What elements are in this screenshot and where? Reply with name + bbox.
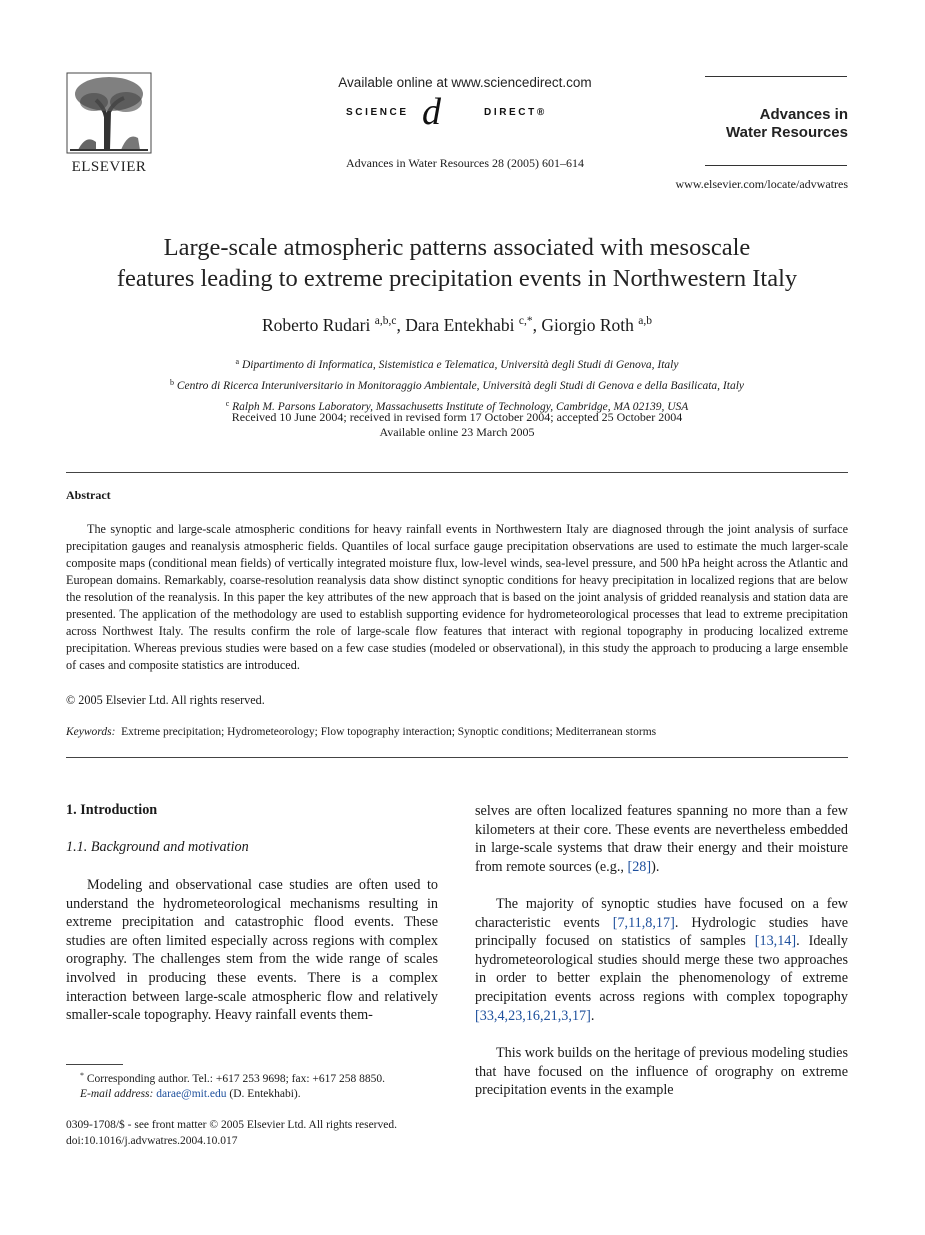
sciencedirect-logo	[346, 91, 586, 133]
available-date: Available online 23 March 2005	[379, 425, 535, 439]
abstract-text: The synoptic and large-scale atmospheric conditions for heavy rainfall events in Northwestern Italy are diagnosed through the joint analysis of surface precipitation gauges and reanalysis atmospheric fields. Quantiles of local surface gauge precipitation observations are used to estimate the much larger-scale composite maps (conditional mean fields) of vertically integrated moisture flux, low-level winds, sea-level pressure, and 500 hPa height across the Atlantic and European domains. Remarkably, coarse-resolution reanalysis data show distinct synoptic conditions for heavy precipitation in localized regions that are below the resolution of the reanalysis. In this paper the key attributes of the new approach that is based on the joint analysis of gridded reanalysis and station data are presented. The application of the methodology are used to establish supporting evidence for hydrometeorological processes that lead to extreme precipitation across Northwest Italy. The results confirm the role of large-scale flow features that interact with regional topography in producing localized extreme precipitation. Whereas previous studies were based on a few case studies (modeled or observational), in this study the approach to producing a large ensemble of cases and composite statistics are introduced.	[66, 522, 848, 672]
citation-link[interactable]: [33,4,23,16,21,3,17]	[475, 1007, 591, 1024]
sciencedirect-at-icon: d	[422, 91, 441, 133]
journal-box-rule-top	[705, 76, 847, 77]
author-name: Dara Entekhabi	[405, 315, 515, 335]
affiliation	[66, 374, 848, 395]
subsection-heading: 1.1. Background and motivation	[66, 839, 249, 855]
keywords-label: Keywords:	[66, 726, 116, 738]
paragraph-text: selves are often localized features spanning no more than a few kilometers at their core. These events are nevertheless embedded in large-scale systems that draw their energy and their moisture from remote sources (e.g.,	[475, 803, 848, 875]
journal-box-rule-bottom	[705, 165, 847, 166]
sciencedirect-logo-left: SCIENCE	[346, 107, 409, 118]
journal-name	[690, 106, 848, 142]
elsevier-wordmark: ELSEVIER	[71, 159, 147, 175]
author-separator: ,	[396, 315, 406, 335]
paragraph-text: . Hydrologic studies have principally focused on statistics of samples	[475, 914, 849, 950]
email-link[interactable]: darae@mit.edu	[156, 1088, 227, 1100]
author-affil-marker: a,b,c	[374, 315, 397, 327]
author-affil-marker: a,b	[638, 315, 653, 327]
affiliation-marker: c	[225, 399, 230, 408]
footnote-line-1	[66, 1068, 446, 1087]
abstract-heading: Abstract	[66, 488, 111, 502]
body-paragraph-left: Modeling and observational case studies are often used to understand the hydrometeorological mechanisms resulting in extreme precipitation and catastrophic flood events. These studies are often limited especially across regions with complex orography. The challenges stem from the wide range of scales involved in producing these events. There is a complex interaction between large-scale atmospheric flow and relatively smaller-scale topography. Heavy rainfall events them-	[66, 877, 438, 1024]
author-separator: ,	[532, 315, 542, 335]
journal-name-line1: Advances in	[759, 106, 848, 123]
paragraph-text: The majority of synoptic studies have focused on a few characteristic events	[475, 896, 848, 931]
author-affil-marker: c,*	[518, 315, 533, 327]
issn-line: 0309-1708/$ - see front matter © 2005 Elsevier Ltd. All rights reserved.	[66, 1119, 397, 1131]
author-name: Giorgio Roth	[541, 315, 634, 335]
elsevier-tree-icon	[66, 72, 152, 154]
body-paragraph-right-3: This work builds on the heritage of previous modeling studies that have focused on the influence of orography on extreme precipitation events in the example	[475, 1045, 848, 1099]
footnote-line-2	[66, 1087, 446, 1102]
title-line-2: features leading to extreme precipitation events in Northwestern Italy	[116, 265, 798, 292]
footnote-text: Corresponding author. Tel.: +617 253 9698; fax: +617 258 8850.	[86, 1073, 386, 1085]
author-list	[66, 315, 848, 336]
affiliations	[66, 353, 848, 416]
email-label: E-mail address:	[80, 1088, 154, 1100]
sciencedirect-logo-right: DIRECT®	[484, 107, 547, 118]
article-title	[66, 232, 848, 294]
affiliation-marker: b	[169, 378, 174, 387]
section-heading: 1. Introduction	[66, 802, 158, 818]
elsevier-logo	[66, 72, 152, 175]
paragraph-text: .	[590, 1007, 595, 1024]
affiliation-marker: a	[235, 357, 240, 366]
footnote-text: (D. Entekhabi).	[226, 1088, 301, 1100]
available-online-text: Available online at www.sciencedirect.com	[338, 75, 592, 90]
journal-name-line2: Water Resources	[726, 124, 848, 141]
received-dates: Received 10 June 2004; received in revised form 17 October 2004; accepted 25 October 2004	[231, 410, 683, 424]
affiliation-text: Centro di Ricerca Interuniversitario in Monitoraggio Ambientale, Università degli Studi di Genova e della Basilicata, Italy	[176, 380, 744, 392]
footnote-marker: *	[80, 1071, 84, 1080]
affiliation-text: Ralph M. Parsons Laboratory, Massachusetts Institute of Technology, Cambridge, MA 02139, USA	[232, 401, 689, 413]
article-dates	[66, 410, 848, 440]
citation-link[interactable]: [7,11,8,17]	[612, 914, 675, 931]
keywords	[66, 726, 656, 738]
body-paragraph-right-1	[475, 802, 848, 876]
citation-link[interactable]: [13,14]	[754, 933, 797, 950]
divider-bottom	[66, 757, 848, 758]
affiliation-text: Dipartimento di Informatica, Sistemistica e Telematica, Università degli Studi di Genova, Italy	[241, 359, 679, 371]
citation-link[interactable]: [28]	[627, 858, 652, 875]
footnote-rule	[66, 1064, 123, 1065]
title-line-1: Large-scale atmospheric patterns associated with mesoscale	[163, 234, 751, 261]
body-paragraph-right-2	[475, 895, 848, 1025]
divider-top	[66, 472, 848, 473]
journal-citation: Advances in Water Resources 28 (2005) 601–614	[345, 156, 585, 170]
front-matter	[66, 1118, 397, 1149]
journal-url: www.elsevier.com/locate/advwatres	[675, 177, 848, 191]
author-name: Roberto Rudari	[261, 315, 371, 335]
doi-line: doi:10.1016/j.advwatres.2004.10.017	[66, 1134, 238, 1147]
abstract-copyright: © 2005 Elsevier Ltd. All rights reserved.	[66, 693, 265, 707]
paragraph-text: ).	[651, 858, 660, 875]
affiliation	[66, 353, 848, 374]
footnote	[66, 1068, 446, 1102]
paragraph-text: . Ideally hydrometeorological studies should merge these two approaches in order to better explain the phenomenology of extreme precipitation events across regions with complex topography	[475, 933, 848, 1005]
keywords-list: Extreme precipitation; Hydrometeorology; Flow topography interaction; Synoptic conditions; Mediterranean storms	[121, 726, 657, 738]
